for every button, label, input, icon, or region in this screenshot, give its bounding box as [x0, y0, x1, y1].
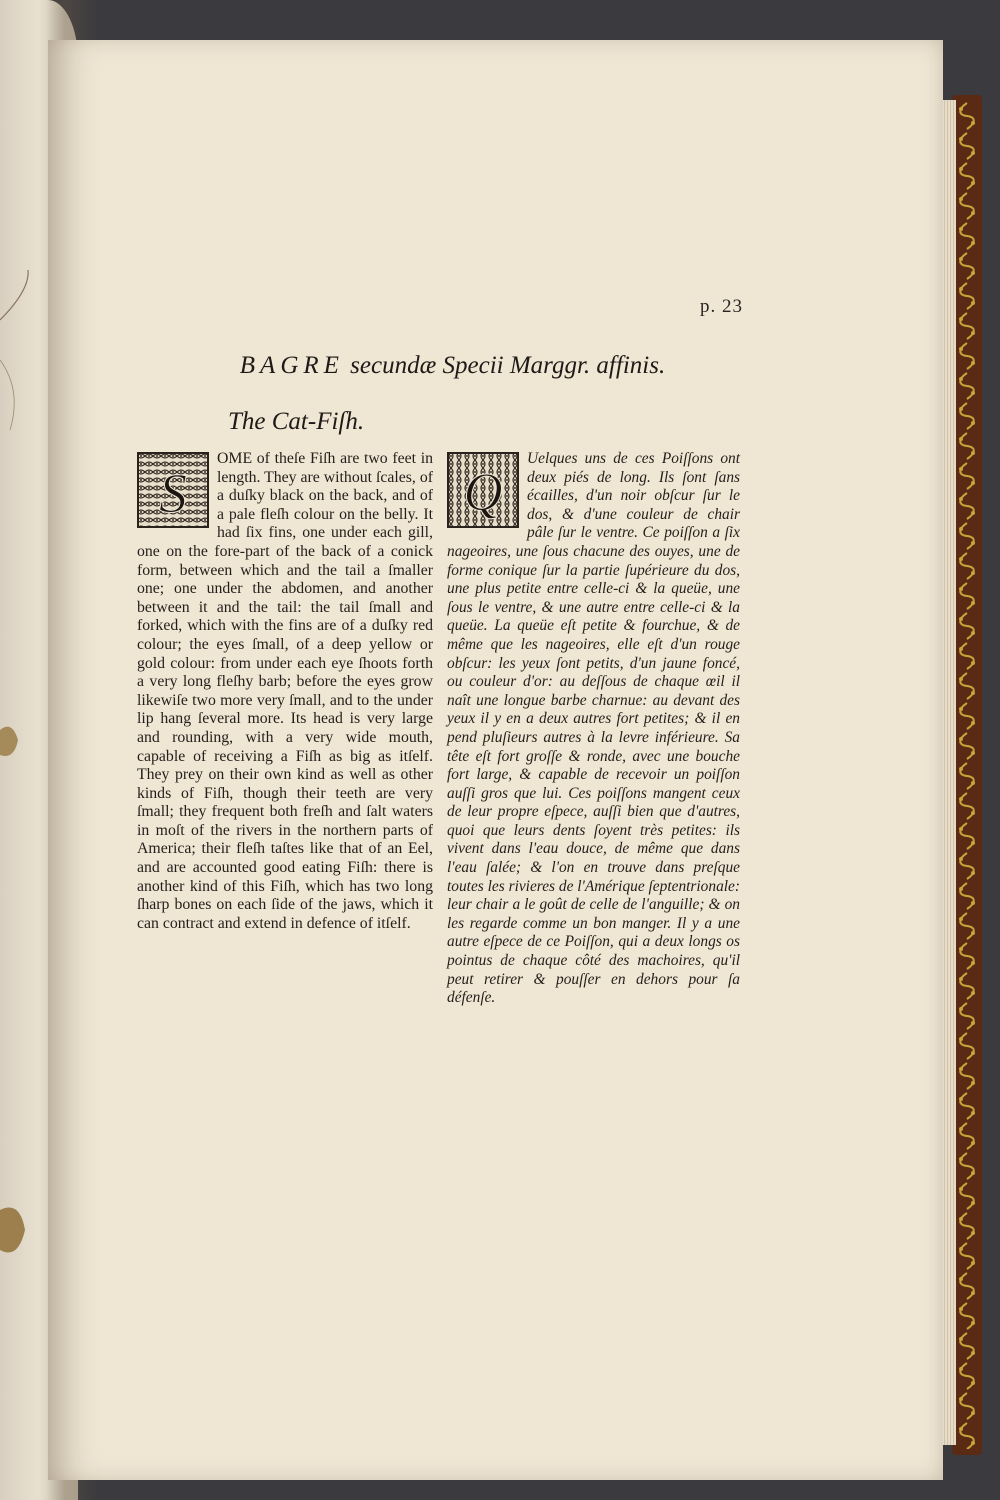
- dropcap-letter-s: S: [159, 463, 187, 525]
- english-column: [137, 450, 433, 933]
- dropcap-s: [137, 452, 209, 528]
- section-subtitle: The Cat-Fiſh.: [228, 408, 365, 435]
- french-column: [447, 450, 740, 1008]
- title-genus: BAGRE: [239, 352, 344, 379]
- gilt-border-pattern: [956, 101, 978, 1449]
- dropcap-letter-q: Q: [463, 462, 503, 522]
- page-number: p. 23: [700, 296, 743, 317]
- page-title: [120, 352, 785, 380]
- title-species: secundæ Specii Marggr. affinis.: [343, 352, 666, 379]
- french-text: Uelques uns de ces Poiſſons ont deux piés de long. Ils ſont ſans écailles, d'un noir obſcur ſur le dos, & d'une couleur de chair pâle ſur le ventre. Ce poiſſon a ſix nageoires, une ſous chacune des ouyes, une de forme conique ſur la partie ſupérieure du dos, une plus petite entre celle-ci & la queüe, une ſous le ventre, & une autre entre celle-ci & la queüe. La queüe eſt petite & fourchue, & de même que les nageoires, elle eſt d'un rouge obſcur: les yeux ſont petits, d'un jaune foncé, ou couleur d'or: au deſſous de chaque œil il naît une longue barbe charnue: au devant des yeux il y en a deux autres fort petites; & il en pend pluſieurs autres à la levre inférieure. Sa tête eſt fort groſſe & ronde, avec une bouche fort large, & capable de recevoir un poiſſon auſſi gros que lui. Ces poiſſons mangent ceux de leur propre eſpece, auſſi bien que d'autres, quoi que leurs dents ſoyent très petites: ils vivent dans l'eau douce, de même que dans l'eau ſalée; & l'on en trouve dans preſque toutes les rivieres de l'Amérique ſeptentrionale: leur chair a le goût de celle de l'anguille; & on les regarde comme un bon manger. Il y a une autre eſpece de ce Poiſſon, qui a deux longs os pointus de chaque côté des machoires, qu'il peut retirer & pouſſer en dehors pour ſa défenſe.: [447, 450, 740, 1007]
- english-text: OME of theſe Fiſh are two feet in length. They are without ſcales, of a duſky black on the back, and of a pale fleſh colour on the belly. It had ſix fins, one under each gill, one on the fore-part of the back of a conick form, between which and the tail a ſmaller one; one under the abdomen, and another between it and the tail: the tail ſmall and forked, which with the fins are of a duſky red colour; the eyes ſmall, of a deep yellow or gold colour: from under each eye ſhoots forth a very long fleſhy barb; before the eyes grow likewiſe two more very ſmall, and to the under lip hang ſeveral more. Its head is very large and rounding, with a very wide mouth, capable of receiving a Fiſh as big as itſelf. They prey on their own kind as well as other kinds of Fiſh, though their teeth are very ſmall; they frequent both freſh and ſalt waters in moſt of the rivers in the northern parts of America; their fleſh taſtes like that of an Eel, and are accounted good eating Fiſh: there is another kind of this Fiſh, which has two long ſharp bones on each ſide of the jaws, which it can contract and extend in defence of itſelf.: [137, 450, 433, 932]
- book-spine: [952, 95, 982, 1455]
- dropcap-q: [447, 452, 519, 528]
